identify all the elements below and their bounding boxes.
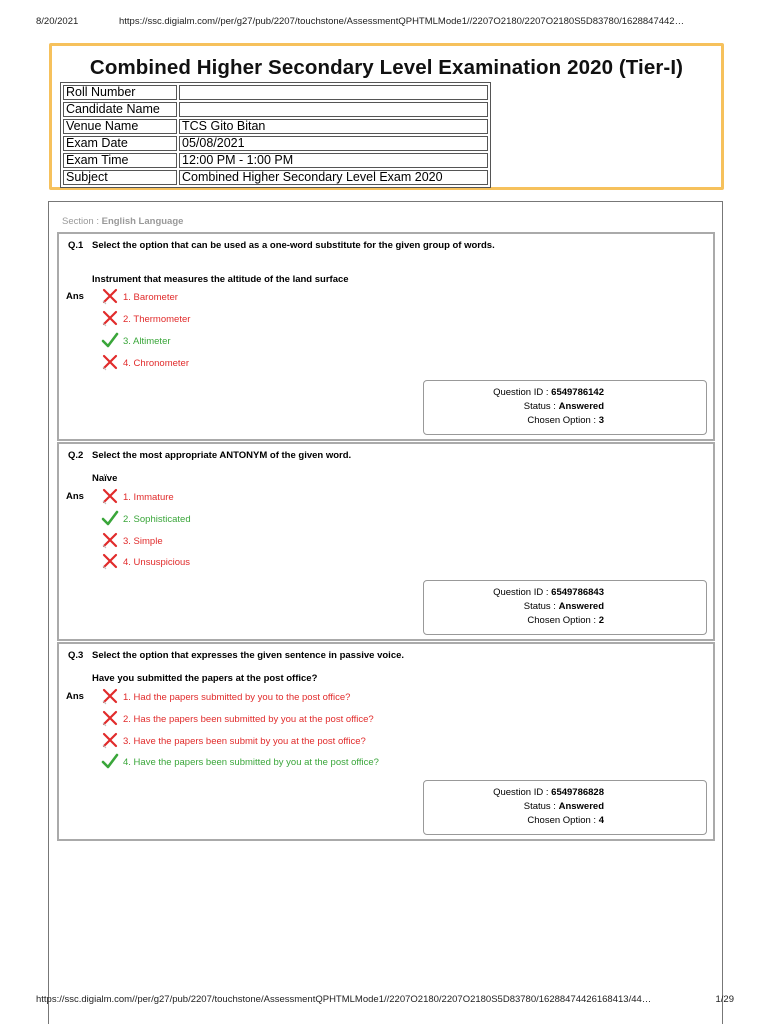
question-number: Q.3 [68,650,84,661]
meta-question-id [424,387,604,398]
chosen-option-value: 3 [598,415,604,426]
meta-label: Status : [523,401,559,412]
cross-icon [101,552,119,570]
info-row-venue-name [63,119,488,134]
meta-label: Question ID : [493,387,552,398]
meta-chosen-option [424,615,604,626]
cross-icon [101,309,119,327]
question-block-2 [57,442,715,641]
meta-label: Chosen Option : [527,815,599,826]
option-label: 3. Simple [123,536,163,547]
question-id-value: 6549786828 [551,787,604,798]
section-panel [48,201,723,1024]
cross-icon [101,287,119,305]
option-label: 1. Barometer [123,292,178,303]
option-label: 3. Altimeter [123,336,171,347]
question-block-1 [57,232,715,441]
print-header [36,16,734,30]
print-date: 8/20/2021 [36,16,79,27]
meta-label: Question ID : [493,587,552,598]
cross-icon [101,487,119,505]
question-meta-box [423,580,707,635]
status-value: Answered [558,601,604,612]
page-number: 1/29 [715,994,734,1005]
question-text: Select the most appropriate ANTONYM of the given word. [92,450,352,461]
info-value [179,102,488,117]
meta-label: Chosen Option : [527,415,599,426]
info-key: Exam Date [63,136,177,151]
info-key: Venue Name [63,119,177,134]
section-prefix: Section : [62,216,102,227]
meta-status [424,601,604,612]
answer-label: Ans [66,291,84,302]
meta-question-id [424,787,604,798]
question-meta-box [423,780,707,835]
info-key: Roll Number [63,85,177,100]
cross-icon [101,353,119,371]
info-value: TCS Gito Bitan [179,119,488,134]
checkmark-icon [101,331,119,349]
info-key: Subject [63,170,177,185]
option-label: 4. Unsuspicious [123,557,191,568]
option-label: 4. Have the papers been submitted by you at the post office? [123,757,379,768]
chosen-option-value: 4 [598,815,604,826]
option-label: 2. Thermometer [123,314,191,325]
cross-icon [101,687,119,705]
meta-label: Chosen Option : [527,615,599,626]
meta-status [424,801,604,812]
exam-info-card [49,43,724,190]
meta-question-id [424,587,604,598]
cross-icon [101,731,119,749]
option-label: 2. Has the papers been submitted by you at the post office? [123,714,374,725]
info-row-subject [63,170,488,185]
option-label: 3. Have the papers been submit by you at the post office? [123,736,366,747]
option-label: 4. Chronometer [123,358,190,369]
question-stem: Naïve [92,473,118,484]
info-key: Candidate Name [63,102,177,117]
question-stem: Instrument that measures the altitude of the land surface [92,274,349,285]
section-label [62,216,183,227]
question-number: Q.1 [68,240,84,251]
info-value: 12:00 PM - 1:00 PM [179,153,488,168]
info-value [179,85,488,100]
chosen-option-value: 2 [598,615,604,626]
question-stem: Have you submitted the papers at the post office? [92,673,318,684]
question-text: Select the option that expresses the given sentence in passive voice. [92,650,405,661]
info-row-exam-time [63,153,488,168]
info-row-roll-number [63,85,488,100]
status-value: Answered [558,801,604,812]
checkmark-icon [101,509,119,527]
question-id-value: 6549786142 [551,387,604,398]
answer-label: Ans [66,691,84,702]
print-header-url: https://ssc.digialm.com//per/g27/pub/2207/touchstone/AssessmentQPHTMLMode1//2207O2180/2207O2180S5D83780/1628847442… [119,16,685,27]
info-key: Exam Time [63,153,177,168]
info-value: 05/08/2021 [179,136,488,151]
option-label: 1. Had the papers submitted by you to the post office? [123,692,351,703]
cross-icon [101,531,119,549]
meta-label: Status : [523,601,559,612]
meta-label: Question ID : [493,787,552,798]
option-label: 1. Immature [123,492,174,503]
question-id-value: 6549786843 [551,587,604,598]
status-value: Answered [558,401,604,412]
question-number: Q.2 [68,450,84,461]
section-name: English Language [101,216,184,227]
print-footer [36,994,734,1008]
info-value: Combined Higher Secondary Level Exam 2020 [179,170,488,185]
meta-chosen-option [424,415,604,426]
meta-label: Status : [523,801,559,812]
exam-info-table [60,82,491,188]
meta-status [424,401,604,412]
option-label: 2. Sophisticated [123,514,191,525]
meta-chosen-option [424,815,604,826]
info-row-candidate-name [63,102,488,117]
answer-label: Ans [66,491,84,502]
question-meta-box [423,380,707,435]
info-row-exam-date [63,136,488,151]
cross-icon [101,709,119,727]
question-text: Select the option that can be used as a one-word substitute for the given group of words. [92,240,495,251]
exam-title: Combined Higher Secondary Level Examination 2020 (Tier-I) [89,56,684,79]
checkmark-icon [101,752,119,770]
print-footer-url: https://ssc.digialm.com//per/g27/pub/2207/touchstone/AssessmentQPHTMLMode1//2207O2180/2207O2180S5D83780/16288474426168413/44… [36,994,652,1005]
question-block-3 [57,642,715,841]
